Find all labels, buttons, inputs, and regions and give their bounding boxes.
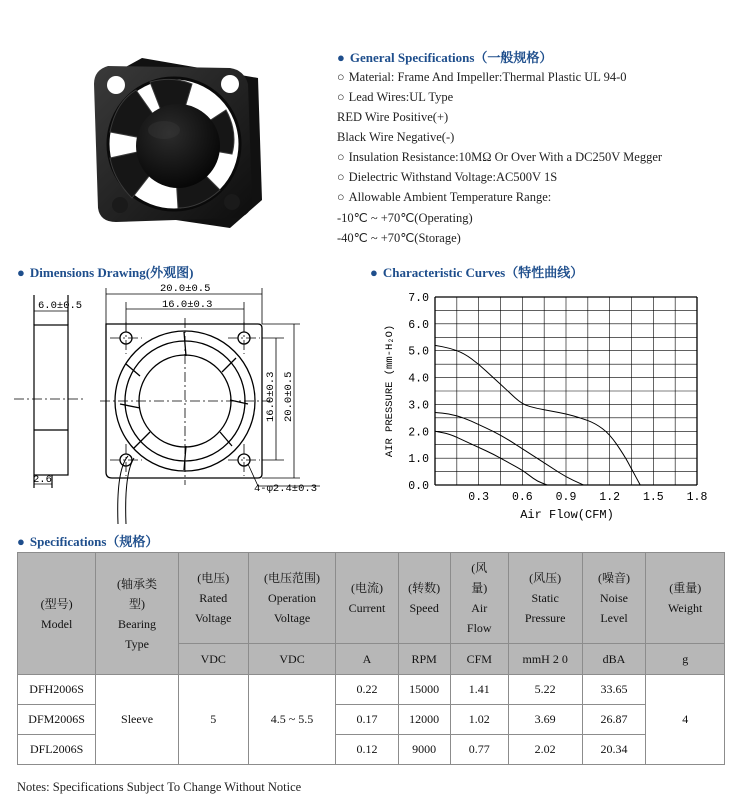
model-cell: DFM2006S <box>18 705 96 735</box>
general-spec-line <box>337 150 662 165</box>
dim-height-outer-label: 20.0±0.5 <box>283 371 295 422</box>
bullet-dot-icon: ● <box>370 265 378 280</box>
bullet-dot-icon: ● <box>17 265 25 280</box>
x-tick-label: 1.2 <box>599 491 621 504</box>
current-cell: 0.12 <box>336 735 398 765</box>
noise-cell: 20.34 <box>582 735 646 765</box>
air-flow-cell: 0.77 <box>450 735 508 765</box>
characteristic-curves-chart <box>370 285 710 525</box>
general-spec-text: Dielectric Withstand Voltage:AC500V 1S <box>348 170 558 184</box>
general-spec-text: Black Wire Negative(-) <box>337 130 455 144</box>
x-tick-label: 0.9 <box>555 491 577 504</box>
table-header-cell <box>336 553 398 644</box>
dim-height-hole-label: 16.0±0.3 <box>265 371 277 422</box>
table-header-cell <box>248 553 336 644</box>
general-spec-text: Material: Frame And Impeller:Thermal Plastic UL 94-0 <box>348 70 627 84</box>
circle-bullet-icon: ○ <box>337 70 345 84</box>
general-spec-line <box>337 230 461 246</box>
pressure-cell: 3.69 <box>508 705 582 735</box>
x-tick-label: 1.5 <box>642 491 664 504</box>
model-cell: DFH2006S <box>18 675 96 705</box>
dimensions-heading: ● Dimensions Drawing(外观图) <box>17 265 194 280</box>
speed-cell: 9000 <box>398 735 450 765</box>
table-unit-cell: VDC <box>178 644 248 675</box>
air-flow-cell: 1.41 <box>450 675 508 705</box>
noise-cell: 26.87 <box>582 705 646 735</box>
air-flow-cell: 1.02 <box>450 705 508 735</box>
dim-width-hole-label: 16.0±0.3 <box>162 299 213 311</box>
dim-holes-label: 4-φ2.4±0.3 <box>254 483 318 495</box>
y-tick-label: 6.0 <box>408 318 429 332</box>
general-spec-text: -40℃ ~ +70℃(Storage) <box>337 231 461 245</box>
header-label: (转数) Speed <box>408 581 441 615</box>
bullet-dot-icon: ● <box>337 50 345 65</box>
header-label: (轴承类 型) Bearing Type <box>117 576 158 651</box>
chart-y-label: AIR PRESSURE (mm-H₂O) <box>384 324 396 458</box>
pressure-cell: 2.02 <box>508 735 582 765</box>
chart-grid <box>435 297 697 485</box>
table-header-cell <box>18 553 96 675</box>
table-header-cell <box>178 553 248 644</box>
y-tick-label: 7.0 <box>408 292 429 305</box>
table-unit-cell: g <box>646 644 725 675</box>
speed-cell: 12000 <box>398 705 450 735</box>
operation-voltage-cell: 4.5 ~ 5.5 <box>248 675 336 765</box>
dim-thickness-label: 6.0±0.5 <box>38 300 83 312</box>
notes-text: Notes: Specifications Subject To Change Without Notice <box>17 780 302 794</box>
bullet-dot-icon: ● <box>17 534 25 549</box>
bearing-cell: Sleeve <box>96 675 179 765</box>
dim-width-outer-label: 20.0±0.5 <box>160 283 211 295</box>
chart-x-label: Air Flow(CFM) <box>520 508 614 522</box>
y-tick-label: 4.0 <box>408 372 429 386</box>
general-spec-line <box>337 90 453 105</box>
x-tick-label: 0.6 <box>511 491 533 504</box>
header-label: (电压范围) Operation Voltage <box>264 571 321 625</box>
header-label: (电流) Current <box>348 581 386 615</box>
table-header-cell <box>646 553 725 644</box>
table-header-row <box>18 553 725 644</box>
y-tick-label: 2.0 <box>408 426 429 440</box>
general-spec-text: -10℃ ~ +70℃(Operating) <box>337 211 473 225</box>
circle-bullet-icon: ○ <box>337 190 345 204</box>
general-specs-heading: ● General Specifications（一般规格） <box>337 50 553 65</box>
general-spec-text: Allowable Ambient Temperature Range: <box>348 190 552 204</box>
header-label: (风 量) Air Flow <box>466 561 492 635</box>
specifications-heading: ● Specifications（规格） <box>17 534 159 549</box>
general-spec-line <box>337 110 448 125</box>
table-unit-cell: A <box>336 644 398 675</box>
x-tick-label: 1.8 <box>686 491 708 504</box>
table-header-cell <box>450 553 508 644</box>
table-unit-cell: dBA <box>582 644 646 675</box>
curves-heading: ● Characteristic Curves（特性曲线） <box>370 265 584 280</box>
circle-bullet-icon: ○ <box>337 150 345 164</box>
table-unit-cell: mmH 2 0 <box>508 644 582 675</box>
dim-side-label: 2.6 <box>33 474 52 486</box>
model-cell: DFL2006S <box>18 735 96 765</box>
table-unit-cell: CFM <box>450 644 508 675</box>
header-label: (型号) Model <box>40 596 73 631</box>
noise-cell: 33.65 <box>582 675 646 705</box>
weight-cell: 4 <box>646 675 725 765</box>
y-tick-label: 5.0 <box>408 345 429 359</box>
general-spec-text: Insulation Resistance:10MΩ Or Over With a DC250V Megger <box>348 150 663 164</box>
table-header-cell <box>582 553 646 644</box>
circle-bullet-icon: ○ <box>337 90 345 104</box>
header-label: (噪音) Noise Level <box>598 571 631 625</box>
chart-series-line <box>435 412 583 485</box>
header-label: (重量) Weight <box>668 581 703 615</box>
table-row <box>18 675 725 705</box>
speed-cell: 15000 <box>398 675 450 705</box>
general-spec-line <box>337 170 557 185</box>
x-tick-label: 0.3 <box>468 491 490 504</box>
general-spec-line <box>337 210 473 226</box>
specifications-table <box>17 552 725 765</box>
table-unit-cell: VDC <box>248 644 336 675</box>
general-spec-line <box>337 130 454 145</box>
y-tick-label: 3.0 <box>408 399 429 413</box>
current-cell: 0.17 <box>336 705 398 735</box>
general-spec-text: Lead Wires:UL Type <box>348 90 454 104</box>
table-unit-cell: RPM <box>398 644 450 675</box>
fan-product-image <box>80 40 270 240</box>
header-label: (风压) Static Pressure <box>524 571 566 625</box>
y-tick-label: 1.0 <box>408 453 429 467</box>
general-spec-line <box>337 190 551 205</box>
rated-voltage-cell: 5 <box>178 675 248 765</box>
current-cell: 0.22 <box>336 675 398 705</box>
table-header-cell <box>96 553 179 675</box>
circle-bullet-icon: ○ <box>337 170 345 184</box>
y-tick-label: 0.0 <box>408 480 429 493</box>
general-spec-text: RED Wire Positive(+) <box>337 110 449 124</box>
pressure-cell: 5.22 <box>508 675 582 705</box>
table-header-cell <box>398 553 450 644</box>
header-label: (电压) Rated Voltage <box>195 571 232 625</box>
dimension-drawing <box>0 280 345 530</box>
general-spec-line <box>337 70 627 85</box>
table-header-cell <box>508 553 582 644</box>
